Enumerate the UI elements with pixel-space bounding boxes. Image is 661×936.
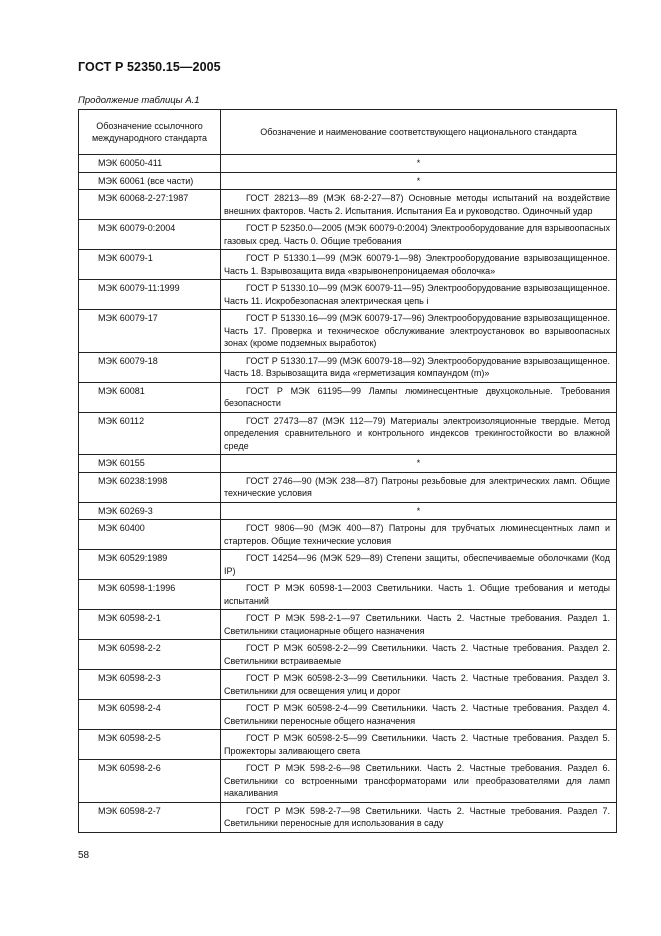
international-standard-code: МЭК 60598-2-2 — [79, 640, 221, 670]
international-standard-code: МЭК 60598-2-7 — [79, 802, 221, 832]
table-row — [79, 502, 617, 520]
national-standard-description: ГОСТ Р МЭК 60598-2-4—99 Светильники. Часть 2. Частные требования. Раздел 4. Светильники переносные общего назначения — [221, 700, 617, 730]
page-number: 58 — [78, 850, 90, 861]
international-standard-code: МЭК 60598-2-3 — [79, 670, 221, 700]
table-row — [79, 172, 617, 190]
international-standard-code: МЭК 60598-2-5 — [79, 730, 221, 760]
national-standard-description: ГОСТ 2746—90 (МЭК 238—87) Патроны резьбовые для электрических ламп. Общие технические условия — [221, 472, 617, 502]
international-standard-code: МЭК 60061 (все части) — [79, 172, 221, 190]
international-standard-code: МЭК 60079-11:1999 — [79, 280, 221, 310]
national-standard-description: ГОСТ Р МЭК 598-2-6—98 Светильники. Часть 2. Частные требования. Раздел 6. Светильники со встроенными трансформаторами или преобразователями для ламп накаливания — [221, 760, 617, 803]
table-row — [79, 190, 617, 220]
national-standard-description: * — [221, 502, 617, 520]
table-row — [79, 472, 617, 502]
national-standard-description: * — [221, 155, 617, 173]
national-standard-description: ГОСТ 28213—89 (МЭК 68-2-27—87) Основные методы испытаний на воздействие внешних факторов. Часть 2. Испытания. Испытания Еа и руководство. Одиночный удар — [221, 190, 617, 220]
international-standard-code: МЭК 60079-1 — [79, 250, 221, 280]
international-standard-code: МЭК 60155 — [79, 455, 221, 473]
table-row — [79, 352, 617, 382]
international-standard-code: МЭК 60112 — [79, 412, 221, 455]
national-standard-description: ГОСТ Р МЭК 60598-2-3—99 Светильники. Часть 2. Частные требования. Раздел 3. Светильники для освещения улиц и дорог — [221, 670, 617, 700]
national-standard-description: ГОСТ Р МЭК 598-2-7—98 Светильники. Часть 2. Частные требования. Раздел 7. Светильники переносные для использования в саду — [221, 802, 617, 832]
table-row — [79, 382, 617, 412]
table-row — [79, 730, 617, 760]
table-row — [79, 520, 617, 550]
table-row — [79, 220, 617, 250]
national-standard-description: ГОСТ Р МЭК 60598-2-2—99 Светильники. Часть 2. Частные требования. Раздел 2. Светильники встраиваемые — [221, 640, 617, 670]
international-standard-code: МЭК 60068-2-27:1987 — [79, 190, 221, 220]
international-standard-code: МЭК 60598-1:1996 — [79, 580, 221, 610]
table-row — [79, 802, 617, 832]
international-standard-code: МЭК 60238:1998 — [79, 472, 221, 502]
column-header-international: Обозначение ссылочного международного стандарта — [79, 110, 221, 155]
international-standard-code: МЭК 60079-17 — [79, 310, 221, 353]
national-standard-description: ГОСТ Р 52350.0—2005 (МЭК 60079-0:2004) Электрооборудование для взрывоопасных газовых сред. Часть 0. Общие требования — [221, 220, 617, 250]
document-header: ГОСТ Р 52350.15—2005 — [78, 60, 221, 74]
table-row — [79, 250, 617, 280]
international-standard-code: МЭК 60529:1989 — [79, 550, 221, 580]
national-standard-description: ГОСТ Р МЭК 598-2-1—97 Светильники. Часть 2. Частные требования. Раздел 1. Светильники стационарные общего назначения — [221, 610, 617, 640]
table-row — [79, 155, 617, 173]
table-row — [79, 580, 617, 610]
table-row — [79, 550, 617, 580]
national-standard-description: ГОСТ Р 51330.1—99 (МЭК 60079-1—98) Электрооборудование взрывозащищенное. Часть 1. Взрывозащита вида «взрывонепроницаемая оболочка» — [221, 250, 617, 280]
international-standard-code: МЭК 60598-2-1 — [79, 610, 221, 640]
national-standard-description: ГОСТ 9806—90 (МЭК 400—87) Патроны для трубчатых люминесцентных ламп и стартеров. Общие технические условия — [221, 520, 617, 550]
international-standard-code: МЭК 60081 — [79, 382, 221, 412]
column-header-national: Обозначение и наименование соответствующего национального стандарта — [221, 110, 617, 155]
national-standard-description: ГОСТ 27473—87 (МЭК 112—79) Материалы электроизоляционные твердые. Метод определения сравнительного и контрольного индексов трекингостойкости во влажной среде — [221, 412, 617, 455]
table-row — [79, 310, 617, 353]
national-standard-description: * — [221, 455, 617, 473]
international-standard-code: МЭК 60079-18 — [79, 352, 221, 382]
international-standard-code: МЭК 60269-3 — [79, 502, 221, 520]
table-row — [79, 610, 617, 640]
international-standard-code: МЭК 60400 — [79, 520, 221, 550]
table-header-row — [79, 110, 617, 155]
national-standard-description: ГОСТ Р 51330.16—99 (МЭК 60079-17—96) Электрооборудование взрывозащищенное. Часть 17. Проверка и техническое обслуживание электроустановок во взрывоопасных зонах (кроме подземных выработок) — [221, 310, 617, 353]
national-standard-description: ГОСТ Р 51330.10—99 (МЭК 60079-11—95) Электрооборудование взрывозащищенное. Часть 11. Искробезопасная электрическая цепь i — [221, 280, 617, 310]
international-standard-code: МЭК 60050-411 — [79, 155, 221, 173]
international-standard-code: МЭК 60598-2-6 — [79, 760, 221, 803]
international-standard-code: МЭК 60079-0:2004 — [79, 220, 221, 250]
national-standard-description: ГОСТ 14254—96 (МЭК 529—89) Степени защиты, обеспечиваемые оболочками (Код IP) — [221, 550, 617, 580]
table-row — [79, 760, 617, 803]
table-row — [79, 455, 617, 473]
national-standard-description: ГОСТ Р МЭК 60598-2-5—99 Светильники. Часть 2. Частные требования. Раздел 5. Прожекторы заливающего света — [221, 730, 617, 760]
table-row — [79, 700, 617, 730]
table-caption: Продолжение таблицы А.1 — [78, 95, 200, 106]
table-row — [79, 412, 617, 455]
international-standard-code: МЭК 60598-2-4 — [79, 700, 221, 730]
table-row — [79, 640, 617, 670]
table-row — [79, 280, 617, 310]
standards-table — [78, 109, 617, 833]
national-standard-description: ГОСТ Р МЭК 61195—99 Лампы люминесцентные двухцокольные. Требования безопасности — [221, 382, 617, 412]
national-standard-description: ГОСТ Р МЭК 60598-1—2003 Светильники. Часть 1. Общие требования и методы испытаний — [221, 580, 617, 610]
table-row — [79, 670, 617, 700]
national-standard-description: ГОСТ Р 51330.17—99 (МЭК 60079-18—92) Электрооборудование взрывозащищенное. Часть 18. Взрывозащита вида «герметизация компаундом (m)» — [221, 352, 617, 382]
national-standard-description: * — [221, 172, 617, 190]
